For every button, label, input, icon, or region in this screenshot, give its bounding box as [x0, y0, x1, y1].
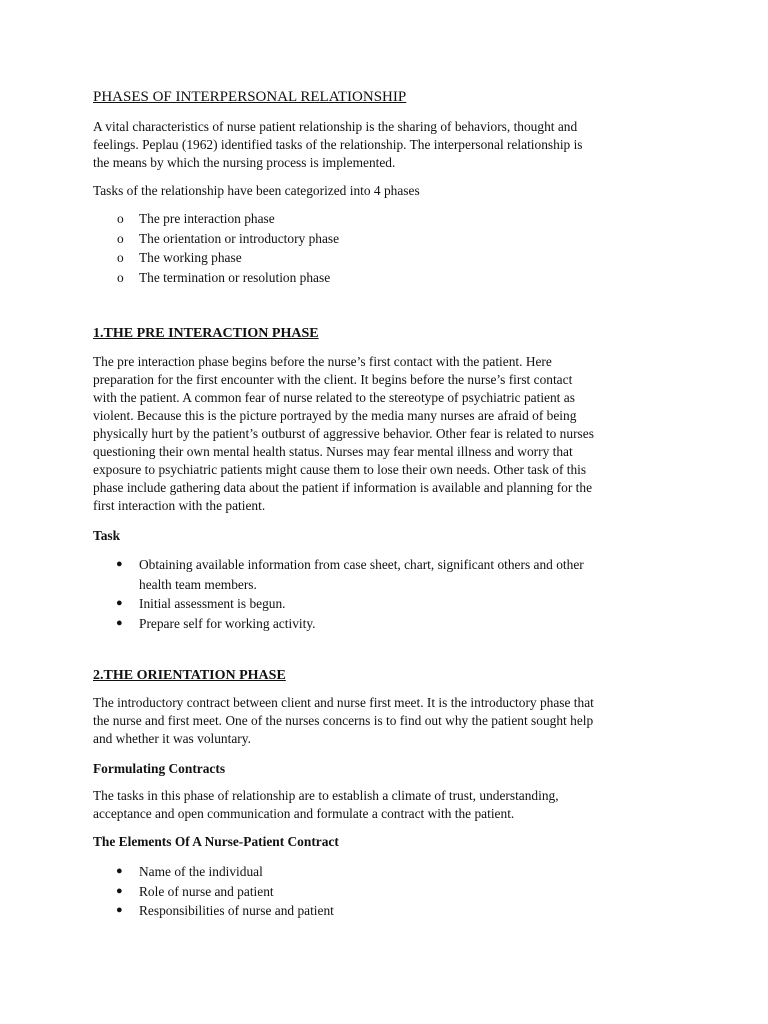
text-line: preparation for the first encounter with the client. It begins before the nurse’s first contact	[93, 372, 573, 387]
contract-elements-list	[93, 862, 663, 921]
text-line: with the patient. A common fear of nurse related to the stereotype of psychiatric patient as	[93, 390, 575, 405]
circle-marker-icon: o	[117, 211, 124, 226]
text-line: questioning their own mental health status. Nurses may fear mental illness and worry that	[93, 444, 573, 459]
list-item: ● Responsibilities of nurse and patient	[93, 901, 663, 921]
list-item: o The orientation or introductory phase	[93, 229, 663, 249]
list-item: ● Obtaining available information from case sheet, chart, significant others and other health team members.	[116, 557, 584, 592]
list-item: o The working phase	[93, 248, 663, 268]
list-item: ● Name of the individual	[93, 862, 663, 882]
bullet-icon: ●	[116, 904, 123, 916]
page-title: PHASES OF INTERPERSONAL RELATIONSHIP	[93, 89, 407, 105]
bullet-icon: ●	[116, 597, 123, 609]
text-line: physically hurt by the patient’s outburst of aggressive behavior. Other fear is related to nurses	[93, 426, 594, 441]
text-line: the nurse and first meet. One of the nurses concerns is to find out why the patient sought help	[93, 713, 594, 728]
circle-marker-icon: o	[117, 230, 124, 246]
list-item: o The pre interaction phase	[93, 209, 663, 229]
orientation-paragraph	[93, 694, 663, 748]
circle-marker-icon: o	[117, 250, 124, 265]
pre-interaction-paragraph	[93, 353, 663, 515]
list-item: ● Prepare self for working activity.	[93, 614, 663, 634]
text-line: feelings. Peplau (1962) identified tasks of the relationship. The interpersonal relationship is	[93, 137, 583, 152]
text-line: acceptance and open communication and formulate a contract with the patient.	[93, 806, 515, 821]
text-line: the means by which the nursing process is implemented.	[93, 155, 396, 170]
circle-marker-icon: o	[117, 269, 124, 285]
text-line: first interaction with the patient.	[93, 498, 266, 513]
text-line: The pre interaction phase begins before the nurse’s first contact with the patient. Here	[93, 354, 552, 369]
task-label: Task	[93, 528, 121, 543]
text-line: violent. Because this is the picture portrayed by the media many nurses are afraid of being	[93, 408, 577, 423]
subheading-formulating-contracts: Formulating Contracts	[93, 761, 226, 776]
text-line: The introductory contract between client and nurse first meet. It is the introductory phase that	[93, 695, 594, 710]
text-line: phase include gathering data about the patient if information is available and planning for the	[93, 480, 593, 495]
text-line: A vital characteristics of nurse patient relationship is the sharing of behaviors, thought and	[93, 119, 578, 134]
tasks-intro: Tasks of the relationship have been categorized into 4 phases	[93, 183, 420, 198]
task-list	[93, 555, 663, 633]
section-heading-orientation: 2.THE ORIENTATION PHASE	[93, 668, 286, 683]
bullet-icon: ●	[116, 616, 123, 629]
text-line: The tasks in this phase of relationship are to establish a climate of trust, understanding,	[93, 788, 559, 803]
subheading-contract-elements: The Elements Of A Nurse-Patient Contract	[93, 834, 339, 849]
bullet-icon: ●	[116, 865, 123, 877]
intro-paragraph	[93, 118, 663, 172]
text-line: exposure to psychiatric patients might cause them to lose their own needs. Other task of this	[93, 462, 587, 477]
bullet-icon: ●	[116, 884, 123, 897]
formulating-contracts-paragraph	[93, 787, 663, 823]
list-item: ● Initial assessment is begun.	[93, 594, 663, 614]
phases-list	[93, 209, 663, 287]
bullet-icon: ●	[116, 558, 123, 570]
text-line: and whether it was voluntary.	[93, 731, 251, 746]
list-item: ● Role of nurse and patient	[93, 882, 663, 902]
list-item: o The termination or resolution phase	[93, 268, 663, 288]
section-heading-pre-interaction: 1.THE PRE INTERACTION PHASE	[93, 326, 319, 341]
